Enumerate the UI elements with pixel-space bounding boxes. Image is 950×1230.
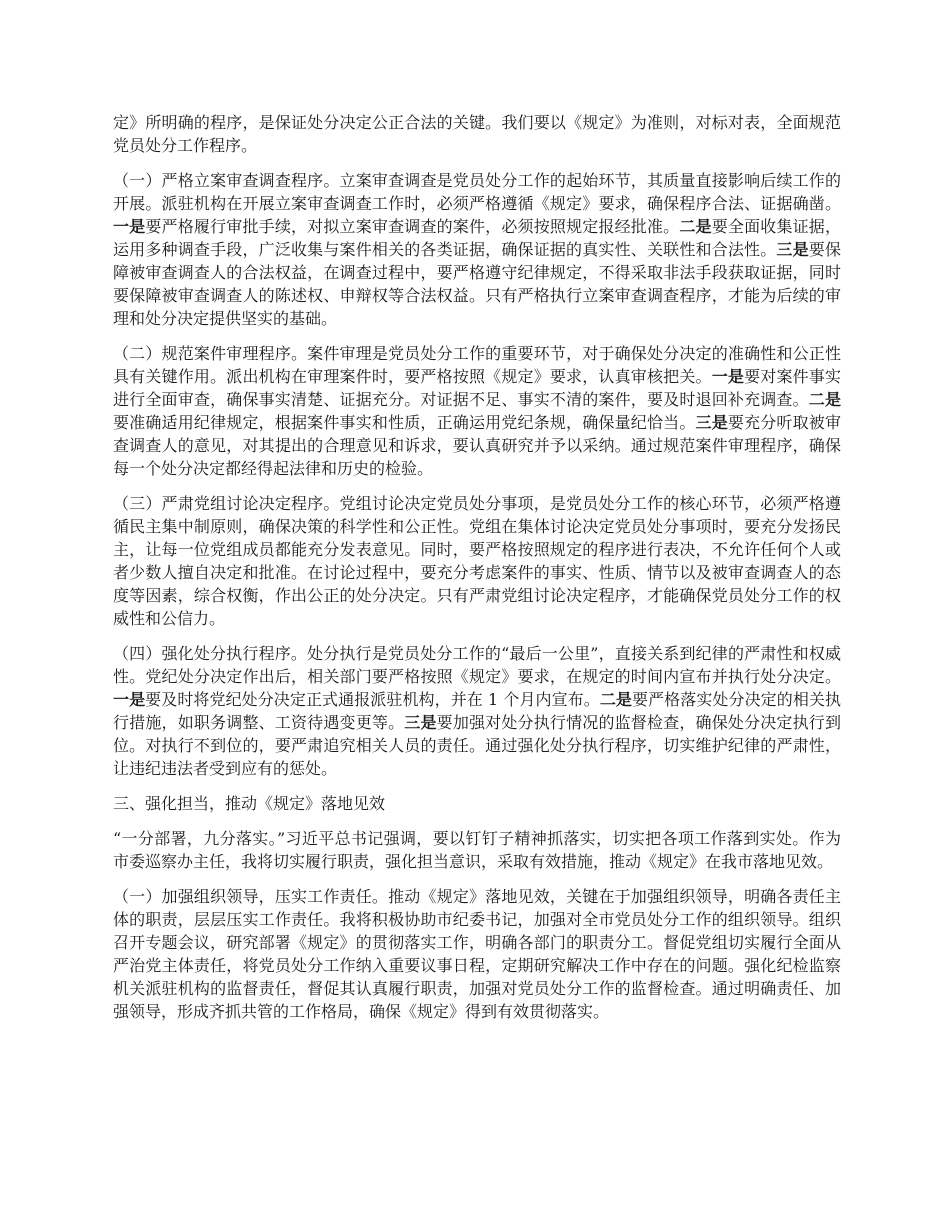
text-run: 要严格落实处分决定的相关执行措施，如职务调整、工资待遇变更等。 [113,690,841,732]
paragraph-party-group-decision [113,492,841,630]
bold-marker-third: 三是 [404,713,437,732]
bold-marker-third: 三是 [776,240,809,259]
text-run: （三）严肃党组讨论决定程序。党组讨论决定党员处分事项，是党员处分工作的核心环节，必须严格遵循民主集中制原则，确保决策的科学性和公正性。党组在集体讨论决定党员处分事项时，要充分发扬民主，让每一位党组成员都能充分发表意见。同时，要严格按照规定的程序进行表决，不允许任何个人或者少数人擅自决定和批准。在讨论过程中，要充分考虑案件的事实、性质、情节以及被审查调查人的态度等因素，综合权衡，作出公正的处分决定。只有严肃党组讨论决定程序，才能确保党员处分工作的权威性和公信力。 [113,494,841,628]
text-run: （一）严格立案审查调查程序。立案审查调查是党员处分工作的起始环节，其质量直接影响后续工作的开展。派驻机构在开展立案审查调查工作时，必须严格遵循《规定》要求，确保程序合法、证据确凿。 [113,171,841,213]
bold-marker-first: 一是 [113,217,146,236]
paragraph-case-review [113,342,841,480]
paragraph-organizational-leadership [113,885,841,1023]
text-run: （二）规范案件审理程序。案件审理是党员处分工作的重要环节，对于确保处分决定的准确性和公正性具有关键作用。派出机构在审理案件时，要严格按照《规定》要求，认真审核把关。 [113,344,841,386]
bold-marker-third: 三是 [695,413,728,432]
bold-marker-second: 二是 [808,390,841,409]
paragraph-procedure-intro [113,111,841,157]
text-run: 要对案件事实进行全面审查，确保事实清楚、证据充分。对证据不足、事实不清的案件，要及时退回补充调查。 [113,367,841,409]
text-run: 要加强对处分执行情况的监督检查，确保处分决定执行到位。对执行不到位的，要严肃追究相关人员的责任。通过强化处分执行程序，切实维护纪律的严肃性，让违纪违法者受到应有的惩处。 [113,713,841,778]
text-run: 要及时将党纪处分决定正式通报派驻机构，并在 1 个月内宣布。 [145,690,600,709]
text-run: 要全面收集证据，运用多种调查手段，广泛收集与案件相关的各类证据，确保证据的真实性、关联性和合法性。 [113,217,841,259]
text-run: （一）加强组织领导，压实工作责任。推动《规定》落地见效，关键在于加强组织领导，明确各责任主体的职责，层层压实工作责任。我将积极协助市纪委书记，加强对全市党员处分工作的组织领导。组织召开专题会议，研究部署《规定》的贯彻落实工作，明确各部门的职责分工。督促党组切实履行全面从严治党主体责任，将党员处分工作纳入重要议事日程，定期研究解决工作中存在的问题。强化纪检监察机关派驻机构的监督责任，督促其认真履行职责，加强对党员处分工作的监督检查。通过明确责任、加强领导，形成齐抓共管的工作格局，确保《规定》得到有效贯彻落实。 [113,887,841,1021]
text-run: 要充分听取被审查调查人的意见，对其提出的合理意见和诉求，要认真研究并予以采纳。通过规范案件审理程序，确保每一个处分决定都经得起法律和历史的检验。 [113,413,841,478]
paragraph-implementation-quote [113,827,841,873]
text-run: 定》所明确的程序，是保证处分决定公正合法的关键。我们要以《规定》为准则，对标对表，全面规范党员处分工作程序。 [113,113,841,155]
text-run: （四）强化处分执行程序。处分执行是党员处分工作的“最后一公里”，直接关系到纪律的严肃性和权威性。党纪处分决定作出后，相关部门要严格按照《规定》要求，在规定的时间内宣布并执行处分决定。 [113,644,841,686]
text-run: 三、强化担当，推动《规定》落地见效 [113,794,386,813]
bold-marker-second: 二是 [599,690,633,709]
bold-marker-first: 一是 [711,367,745,386]
paragraph-penalty-execution [113,642,841,780]
bold-marker-first: 一是 [113,690,146,709]
bold-marker-second: 二是 [679,217,712,236]
text-run: “一分部署，九分落实。”习近平总书记强调，要以钉钉子精神抓落实，切实把各项工作落到实处。作为市委巡察办主任，我将切实履行职责，强化担当意识，采取有效措施，推动《规定》在我市落地见效。 [113,829,841,871]
document-body [113,111,841,1035]
paragraph-case-filing [113,169,841,330]
text-run: 要严格履行审批手续，对拟立案审查调查的案件，必须按照规定报经批准。 [145,217,680,236]
section-heading-three [113,792,841,815]
text-run: 要保障被审查调查人的合法权益，在调查过程中，要严格遵守纪律规定，不得采取非法手段获取证据，同时要保障被审查调查人的陈述权、申辩权等合法权益。只有严格执行立案审查调查程序，才能为后续的审理和处分决定提供坚实的基础。 [113,240,841,328]
text-run: 要准确适用纪律规定，根据案件事实和性质，正确运用党纪条规，确保量纪恰当。 [113,413,696,432]
